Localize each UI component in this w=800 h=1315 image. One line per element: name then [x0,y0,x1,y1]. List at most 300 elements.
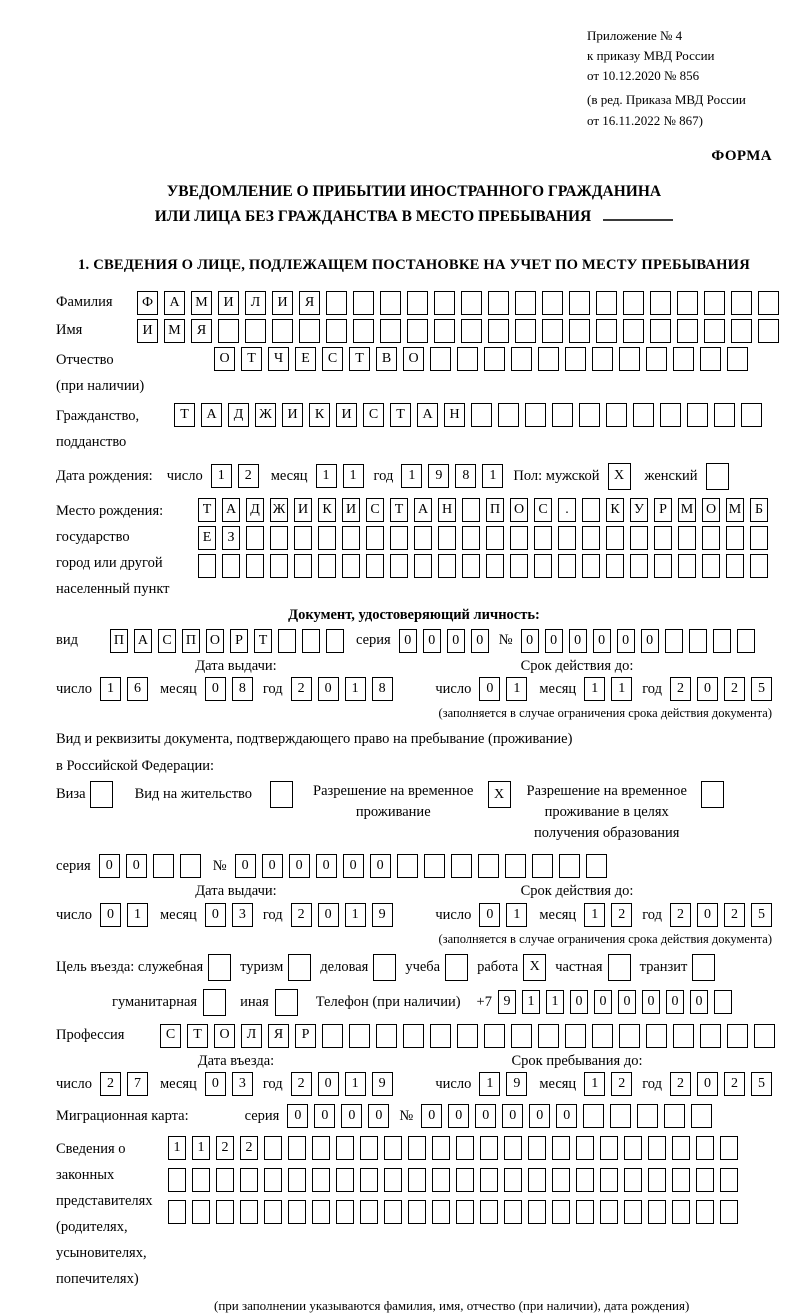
empty-cell [360,1168,378,1192]
rvp-edu-checkbox [701,781,724,808]
purpose-official-label: Цель въезда: служебная [56,958,204,975]
filled-cell: 0 [370,854,391,878]
empty-cell [600,1136,618,1160]
empty-cell [198,554,216,578]
stay-until-header: Срок пребывания до: [511,1052,643,1069]
empty-cell [624,1200,642,1224]
empty-cell [565,1024,586,1048]
filled-cell: Н [438,498,456,522]
visa-label: Виза [56,786,86,803]
filled-cell: 1 [546,990,564,1014]
filled-cell: 0 [697,677,718,701]
purpose-study-checkbox [445,954,468,981]
filled-cell: И [294,498,312,522]
empty-cell [456,1136,474,1160]
empty-cell [318,526,336,550]
filled-cell: Т [254,629,272,653]
migration-card-label: Миграционная карта: [56,1107,189,1124]
form-title-line1: УВЕДОМЛЕНИЕ О ПРИБЫТИИ ИНОСТРАННОГО ГРАЖДАНИНА [166,183,662,201]
identity-doc-heading: Документ, удостоверяющий личность: [288,606,540,623]
filled-cell: Т [390,403,411,427]
empty-cell [203,989,226,1016]
filled-cell: С [534,498,552,522]
birth-date-label: Дата рождения: [56,467,153,484]
doc-series-label: серия [355,632,391,649]
filled-cell: 0 [556,1104,577,1128]
filled-cell: 0 [205,677,226,701]
permit-valid-until-header: Срок действия до: [520,883,634,900]
filled-cell: Е [295,347,316,371]
name-label: Имя [56,322,83,339]
empty-cell [192,1200,210,1224]
name-cells [137,319,779,343]
surname-row [56,291,772,315]
header-note [587,26,772,131]
representatives-note: (при заполнении указываются фамилия, имя, отчество (при наличии), дата рождения) [214,1298,690,1314]
empty-cell [606,554,624,578]
empty-cell [558,526,576,550]
patronymic-label: Отчество (при наличии) [56,351,145,394]
filled-cell: Я [299,291,320,315]
permit-issue-year-cells [291,903,393,927]
empty-cell [569,291,590,315]
stay-year-label: год [642,1075,662,1092]
filled-cell: Т [390,498,408,522]
empty-cell [380,319,401,343]
filled-cell: X [523,954,546,981]
empty-cell [648,1136,666,1160]
filled-cell: 9 [372,1072,393,1096]
purpose-extra-row [112,989,772,1016]
empty-cell [430,347,451,371]
empty-cell [288,954,311,981]
filled-cell: 0 [529,1104,550,1128]
filled-cell: 2 [100,1072,121,1096]
birth-date-row [56,463,772,490]
empty-cell [246,526,264,550]
empty-cell [576,1136,594,1160]
doc-issue-year-cells [291,677,393,701]
birthplace-cell-rows [198,498,768,578]
patronymic-row [56,347,772,399]
filled-cell: 1 [584,677,605,701]
empty-cell [505,854,526,878]
empty-cell [630,554,648,578]
profession-row [56,1024,772,1048]
sex-male-checkbox [608,463,631,490]
filled-cell: 0 [318,903,339,927]
filled-cell: 2 [611,1072,632,1096]
empty-cell [390,554,408,578]
empty-cell [565,347,586,371]
empty-cell [583,1104,604,1128]
empty-cell [294,526,312,550]
filled-cell: 0 [471,629,489,653]
filled-cell: Ж [255,403,276,427]
doc-issue-year-label: год [262,681,283,698]
empty-cell [720,1200,738,1224]
empty-cell [373,954,396,981]
order-line-2: от 10.12.2020 № 856 [587,68,700,84]
filled-cell: Я [268,1024,289,1048]
purpose-work-label: работа [477,958,519,975]
filled-cell: О [206,629,224,653]
filled-cell: С [363,403,384,427]
filled-cell: 0 [235,854,256,878]
phone-label: Телефон (при наличии) [315,993,461,1010]
empty-cell [168,1200,186,1224]
empty-cell [673,1024,694,1048]
right-doc-line2: в Российской Федерации: [56,757,215,774]
filled-cell: 1 [127,903,148,927]
filled-cell: 9 [372,903,393,927]
empty-cell [302,629,320,653]
mk-number-cells [421,1104,712,1128]
empty-cell [153,854,174,878]
representatives-cells-row2 [168,1168,738,1192]
empty-cell [168,1168,186,1192]
representatives-cells-row1 [168,1136,738,1160]
doc-kind-label: вид [56,632,78,649]
filled-cell: 0 [697,1072,718,1096]
empty-cell [216,1168,234,1192]
empty-cell [758,319,779,343]
filled-cell: 1 [482,464,503,488]
filled-cell: Р [295,1024,316,1048]
empty-cell [488,319,509,343]
permit-number-sign: № [212,858,227,875]
permit-issue-month-cells [205,903,253,927]
empty-cell [702,526,720,550]
empty-cell [353,291,374,315]
empty-cell [484,1024,505,1048]
representatives-cell-rows [168,1136,738,1224]
filled-cell: А [134,629,152,653]
filled-cell: 2 [216,1136,234,1160]
empty-cell [696,1136,714,1160]
empty-cell [558,554,576,578]
permit-dates-headers [56,882,772,901]
form-title-line2: ИЛИ ЛИЦА БЕЗ ГРАЖДАНСТВА В МЕСТО ПРЕБЫВАНИЯ [56,205,772,230]
filled-cell: 0 [316,854,337,878]
sex-female-label: женский [644,467,698,484]
filled-cell: 8 [232,677,253,701]
filled-cell: Б [750,498,768,522]
empty-cell [294,554,312,578]
filled-cell: П [486,498,504,522]
empty-cell [480,1200,498,1224]
empty-cell [264,1200,282,1224]
filled-cell: Т [174,403,195,427]
doc-valid-month-label: месяц [539,681,577,698]
empty-cell [534,526,552,550]
purpose-other-checkbox [275,989,298,1016]
filled-cell: И [282,403,303,427]
filled-cell: 0 [641,629,659,653]
empty-cell [726,526,744,550]
doc-valid-year-label: год [642,681,662,698]
permit-valid-day-label: число [435,906,472,923]
empty-cell [504,1168,522,1192]
empty-cell [270,526,288,550]
sex-female-checkbox [706,463,729,490]
permit-series-label: серия [56,858,91,875]
empty-cell [457,1024,478,1048]
permit-type-row [56,781,772,844]
edition-line-2: от 16.11.2022 № 867) [587,112,704,128]
filled-cell: 0 [479,903,500,927]
empty-cell [648,1168,666,1192]
empty-cell [528,1168,546,1192]
filled-cell: О [214,347,235,371]
empty-cell [706,463,729,490]
empty-cell [528,1200,546,1224]
migration-card-row [56,1104,772,1128]
doc-series-cells [399,629,489,653]
empty-cell [511,347,532,371]
empty-cell [678,526,696,550]
permit-series-cells [99,854,201,878]
filled-cell: М [164,319,185,343]
filled-cell: С [322,347,343,371]
phone-prefix: +7 [476,993,492,1010]
filled-cell: В [376,347,397,371]
filled-cell: Ч [268,347,289,371]
appendix-line: Приложение № 4 [587,28,683,43]
filled-cell: Н [444,403,465,427]
filled-cell: 1 [345,1072,366,1096]
doc-issue-day-cells [100,677,148,701]
filled-cell: Р [654,498,672,522]
empty-cell [408,1168,426,1192]
empty-cell [619,1024,640,1048]
rvp-edu-label: Разрешение на временное проживание в целях получения образования [526,783,687,842]
empty-cell [438,554,456,578]
empty-cell [754,1024,775,1048]
empty-cell [342,554,360,578]
empty-cell [318,554,336,578]
empty-cell [619,347,640,371]
empty-cell [407,291,428,315]
empty-cell [542,319,563,343]
empty-cell [552,1168,570,1192]
rvp-label: Разрешение на временное проживание [313,783,474,821]
filled-cell: 0 [570,990,588,1014]
empty-cell [741,403,762,427]
doc-issue-date-header: Дата выдачи: [195,657,277,674]
birthplace-cells-row1 [198,498,768,522]
entry-dates-headers [56,1052,772,1071]
empty-cell [532,854,553,878]
empty-cell [758,291,779,315]
empty-cell [288,1200,306,1224]
empty-cell [322,1024,343,1048]
doc-valid-month-cells [584,677,632,701]
blank-line [603,208,673,221]
citizenship-label: Гражданство, подданство [56,407,140,450]
filled-cell: 0 [479,677,500,701]
filled-cell: М [191,291,212,315]
filled-cell: 0 [100,903,121,927]
empty-cell [264,1168,282,1192]
empty-cell [677,291,698,315]
empty-cell [366,526,384,550]
filled-cell: 1 [345,903,366,927]
empty-cell [596,319,617,343]
empty-cell [633,403,654,427]
empty-cell [245,319,266,343]
empty-cell [461,291,482,315]
empty-cell [380,291,401,315]
empty-cell [312,1200,330,1224]
empty-cell [498,403,519,427]
filled-cell: 0 [502,1104,523,1128]
empty-cell [510,554,528,578]
birth-month-cells [316,464,364,488]
name-row [56,319,772,343]
empty-cell [525,403,546,427]
empty-cell [648,1200,666,1224]
empty-cell [552,1136,570,1160]
stay-day-cells [479,1072,527,1096]
permit-valid-month-cells [584,903,632,927]
empty-cell [407,319,428,343]
filled-cell: 1 [506,903,527,927]
empty-cell [408,1200,426,1224]
doc-issue-month-label: месяц [159,681,197,698]
permit-restriction-note: (заполняется в случае ограничения срока действия документа) [438,932,772,947]
citizenship-cells [174,403,762,427]
empty-cell [704,291,725,315]
empty-cell [714,990,732,1014]
empty-cell [646,1024,667,1048]
filled-cell: С [160,1024,181,1048]
permit-valid-year-label: год [642,906,662,923]
filled-cell: 1 [611,677,632,701]
empty-cell [216,1200,234,1224]
mk-series-label: серия [244,1107,280,1124]
filled-cell: 6 [127,677,148,701]
empty-cell [696,1168,714,1192]
empty-cell [222,554,240,578]
filled-cell: 0 [545,629,563,653]
filled-cell: М [678,498,696,522]
empty-cell [704,319,725,343]
empty-cell [408,1136,426,1160]
empty-cell [654,554,672,578]
purpose-other-label: иная [240,993,269,1010]
filled-cell: 2 [291,903,312,927]
filled-cell: Т [198,498,216,522]
surname-label: Фамилия [56,294,113,311]
empty-cell [192,1168,210,1192]
entry-day-label: число [56,1075,92,1092]
empty-cell [240,1168,258,1192]
birth-year-cells [401,464,503,488]
purpose-tourism-checkbox [288,954,311,981]
filled-cell: К [318,498,336,522]
empty-cell [384,1168,402,1192]
doc-dates-headers [56,657,772,676]
residence-permit-checkbox [270,781,293,808]
filled-cell: 9 [506,1072,527,1096]
empty-cell [677,319,698,343]
birth-day-cells [211,464,259,488]
filled-cell: У [630,498,648,522]
empty-cell [582,526,600,550]
empty-cell [672,1200,690,1224]
empty-cell [576,1168,594,1192]
empty-cell [672,1168,690,1192]
empty-cell [270,554,288,578]
empty-cell [700,1024,721,1048]
empty-cell [623,291,644,315]
empty-cell [480,1136,498,1160]
empty-cell [246,554,264,578]
filled-cell: Д [228,403,249,427]
empty-cell [270,781,293,808]
stay-month-label: месяц [539,1075,577,1092]
filled-cell: И [272,291,293,315]
empty-cell [456,1200,474,1224]
filled-cell: 3 [232,1072,253,1096]
empty-cell [534,554,552,578]
empty-cell [488,291,509,315]
empty-cell [360,1136,378,1160]
empty-cell [624,1136,642,1160]
sex-male-label: Пол: мужской [513,467,600,484]
empty-cell [342,526,360,550]
filled-cell: 0 [617,629,635,653]
filled-cell: 2 [724,1072,745,1096]
purpose-study-label: учеба [405,958,441,975]
empty-cell [312,1168,330,1192]
empty-cell [275,989,298,1016]
empty-cell [432,1200,450,1224]
empty-cell [264,1136,282,1160]
empty-cell [438,526,456,550]
purpose-transit-label: транзит [639,958,688,975]
entry-month-label: месяц [159,1075,197,1092]
filled-cell: 1 [522,990,540,1014]
empty-cell [240,1200,258,1224]
filled-cell: 3 [232,903,253,927]
filled-cell: А [417,403,438,427]
empty-cell [360,1200,378,1224]
empty-cell [600,1168,618,1192]
empty-cell [689,629,707,653]
filled-cell: Д [246,498,264,522]
filled-cell: О [403,347,424,371]
purpose-humanitarian-checkbox [203,989,226,1016]
filled-cell: 0 [318,1072,339,1096]
empty-cell [456,1168,474,1192]
empty-cell [538,347,559,371]
empty-cell [576,1200,594,1224]
empty-cell [579,403,600,427]
residence-permit-label: Вид на жительство [134,786,253,803]
filled-cell: А [222,498,240,522]
entry-day-cells [100,1072,148,1096]
empty-cell [542,291,563,315]
filled-cell: А [164,291,185,315]
form-title [56,180,772,230]
filled-cell: 0 [318,677,339,701]
stay-year-cells [670,1072,772,1096]
empty-cell [750,526,768,550]
filled-cell: 0 [697,903,718,927]
filled-cell: 0 [205,1072,226,1096]
